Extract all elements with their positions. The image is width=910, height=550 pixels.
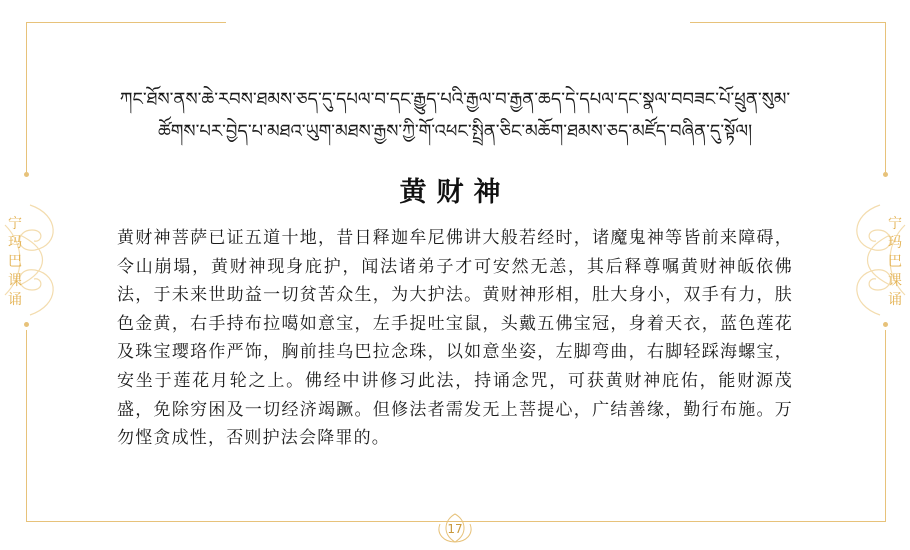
body-paragraph: 黄财神菩萨已证五道十地，昔日释迦牟尼佛讲大般若经时，诸魔鬼神等皆前来障碍，令山崩塌，黄财神现身庇护，闻法诸弟子才可安然无恙，其后释尊嘱黄财神皈依佛法，于未来世助益一切贫苦众生，为大护法。黄财神形相，肚大身小，双手有力，肤色金黄，右手持布拉噶如意宝，左手捉吐宝鼠，头戴五佛宝冠，身着天衣，蓝色莲花及珠宝璎珞作严饰，胸前挂乌巴拉念珠，以如意坐姿，左脚弯曲，右脚轻踩海螺宝，安坐于莲花月轮之上。佛经中讲修习此法，持诵念咒，可获黄财神庇佑，能财源茂盛，免除穷困及一切经济竭蹶。但修法者需发无上菩提心，广结善缘，勤行布施。万勿悭贪成性，否则护法会降罪的。 [117,228,793,449]
side-label-right: 宁 玛 巴 课 诵 [888,216,902,308]
page-title: 黄财神 [399,177,511,208]
tibetan-text-line-2: ཚོགས་པར་བྱེད་པ་མཐའ་ཡུག་མཐས་རྒྱས་ཀྱི་གོ་འཕང་སྤྲིན་ཅིང་མཆོག་ཐམས་ཅད་མཛོད་བཞིན་དུ་སྟོལ། [157,121,753,142]
page-number: 17 [447,522,463,536]
frame-line-right-lower [885,330,886,522]
side-label-left: 宁 玛 巴 课 诵 [8,216,22,308]
frame-line-top-left [26,22,226,23]
frame-line-left-lower [26,330,27,522]
frame-line-top-right [690,22,886,23]
tibetan-text-line-1: ཀང་ཐོས་ནས་ཆེ་རབས་ཐམས་ཅད་དུ་དཔལ་བ་དང་རྒྱུད་པའི་རྒྱལ་བ་རྒྱན་ཆད་དེ་དཔལ་དང་སྣལ་བབཟང་པོ་ཕྲུན་སུམ་ [119,89,791,110]
